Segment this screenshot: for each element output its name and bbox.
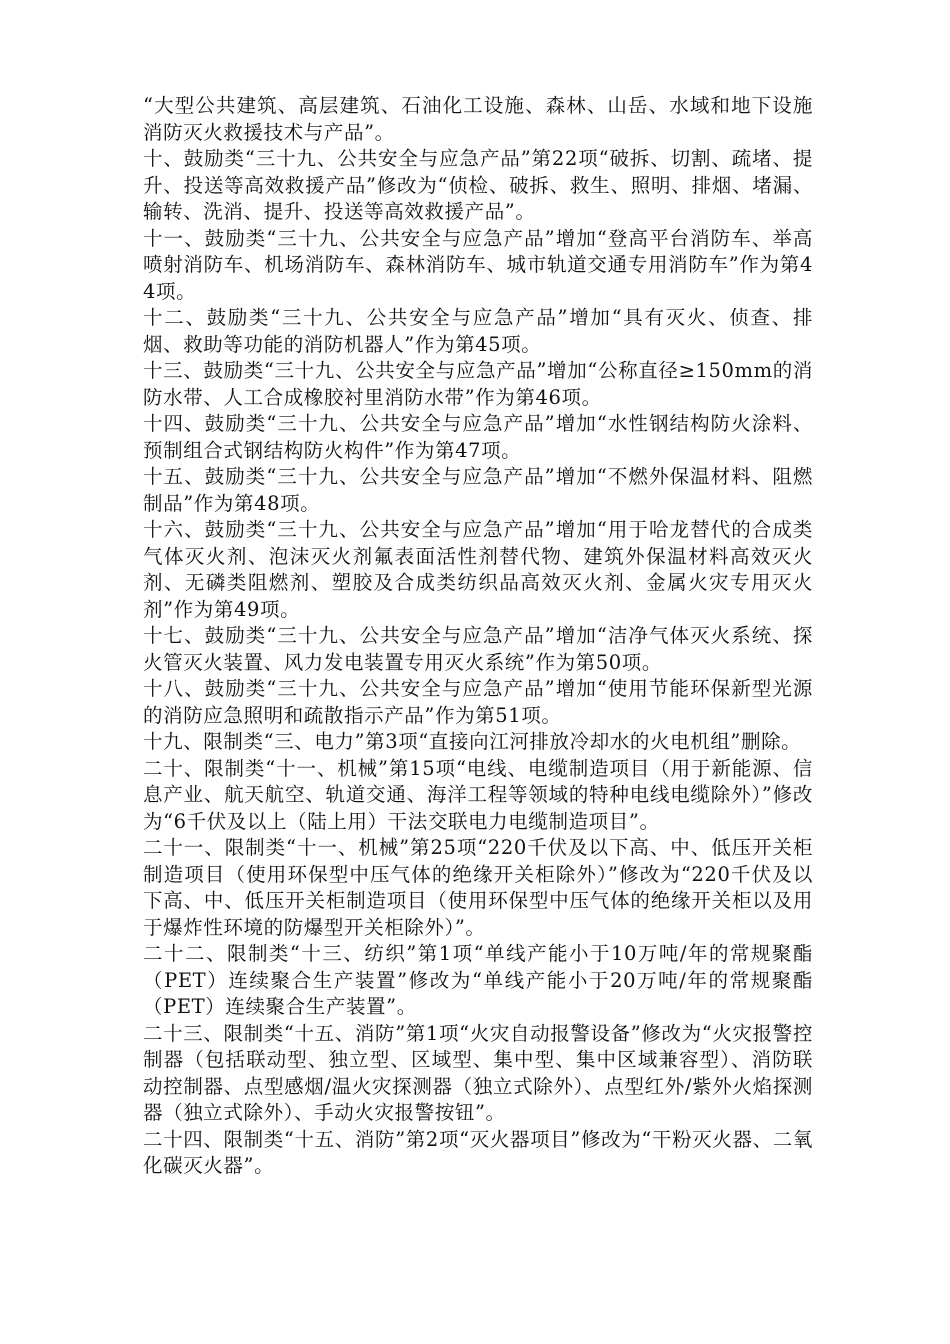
paragraph-2: 十、鼓励类“三十九、公共安全与应急产品”第22项“破拆、切割、疏堵、提升、投送等高效救援产品”修改为“侦检、破拆、救生、照明、排烟、堵漏、输转、洗消、提升、投送等高效救援产品”。 (143, 147, 813, 223)
paragraph-4: 十二、鼓励类“三十九、公共安全与应急产品”增加“具有灭火、侦查、排烟、救助等功能的消防机器人”作为第45项。 (143, 306, 813, 356)
paragraph-6: 十四、鼓励类“三十九、公共安全与应急产品”增加“水性钢结构防火涂料、预制组合式钢结构防火构件”作为第47项。 (143, 412, 813, 462)
paragraph-3: 十一、鼓励类“三十九、公共安全与应急产品”增加“登高平台消防车、举高喷射消防车、机场消防车、森林消防车、城市轨道交通专用消防车”作为第44项。 (143, 226, 813, 303)
paragraph-10: 十八、鼓励类“三十九、公共安全与应急产品”增加“使用节能环保新型光源的消防应急照明和疏散指示产品”作为第51项。 (143, 677, 813, 727)
document-page (143, 93, 813, 1180)
paragraph-12: 二十、限制类“十一、机械”第15项“电线、电缆制造项目（用于新能源、信息产业、航天航空、轨道交通、海洋工程等领域的特种电线电缆除外）”修改为“6千伏及以上（陆上用）干法交联电力电缆制造项目”。 (143, 756, 813, 833)
paragraph-11: 十九、限制类“三、电力”第3项“直接向江河排放冷却水的火电机组”删除。 (143, 730, 802, 753)
paragraph-1: “大型公共建筑、高层建筑、石油化工设施、森林、山岳、水域和地下设施消防灭火救援技术与产品”。 (143, 94, 813, 144)
paragraph-8: 十六、鼓励类“三十九、公共安全与应急产品”增加“用于哈龙替代的合成类气体灭火剂、泡沫灭火剂氟表面活性剂替代物、建筑外保温材料高效灭火剂、无磷类阻燃剂、塑胶及合成类纺织品高效灭火剂、金属火灾专用灭火剂”作为第49项。 (143, 518, 813, 621)
paragraph-14: 二十二、限制类“十三、纺织”第1项“单线产能小于10万吨/年的常规聚酯（PET）连续聚合生产装置”修改为“单线产能小于20万吨/年的常规聚酯（PET）连续聚合生产装置”。 (143, 942, 813, 1018)
paragraph-16: 二十四、限制类“十五、消防”第2项“灭火器项目”修改为“干粉灭火器、二氧化碳灭火器”。 (143, 1127, 813, 1177)
paragraph-13: 二十一、限制类“十一、机械”第25项“220千伏及以下高、中、低压开关柜制造项目（使用环保型中压气体的绝缘开关柜除外）”修改为“220千伏及以下高、中、低压开关柜制造项目（使用环保型中压气体的绝缘开关柜以及用于爆炸性环境的防爆型开关柜除外）”。 (143, 836, 813, 939)
paragraph-7: 十五、鼓励类“三十九、公共安全与应急产品”增加“不燃外保温材料、阻燃制品”作为第48项。 (143, 465, 813, 515)
paragraph-9: 十七、鼓励类“三十九、公共安全与应急产品”增加“洁净气体灭火系统、探火管灭火装置、风力发电装置专用灭火系统”作为第50项。 (143, 624, 813, 674)
paragraph-15: 二十三、限制类“十五、消防”第1项“火灾自动报警设备”修改为“火灾报警控制器（包括联动型、独立型、区域型、集中型、集中区域兼容型）、消防联动控制器、点型感烟/温火灾探测器（独立式除外）、点型红外/紫外火焰探测器（独立式除外）、手动火灾报警按钮”。 (143, 1021, 813, 1124)
paragraph-5: 十三、鼓励类“三十九、公共安全与应急产品”增加“公称直径≥150mm的消防水带、人工合成橡胶衬里消防水带”作为第46项。 (143, 359, 814, 409)
